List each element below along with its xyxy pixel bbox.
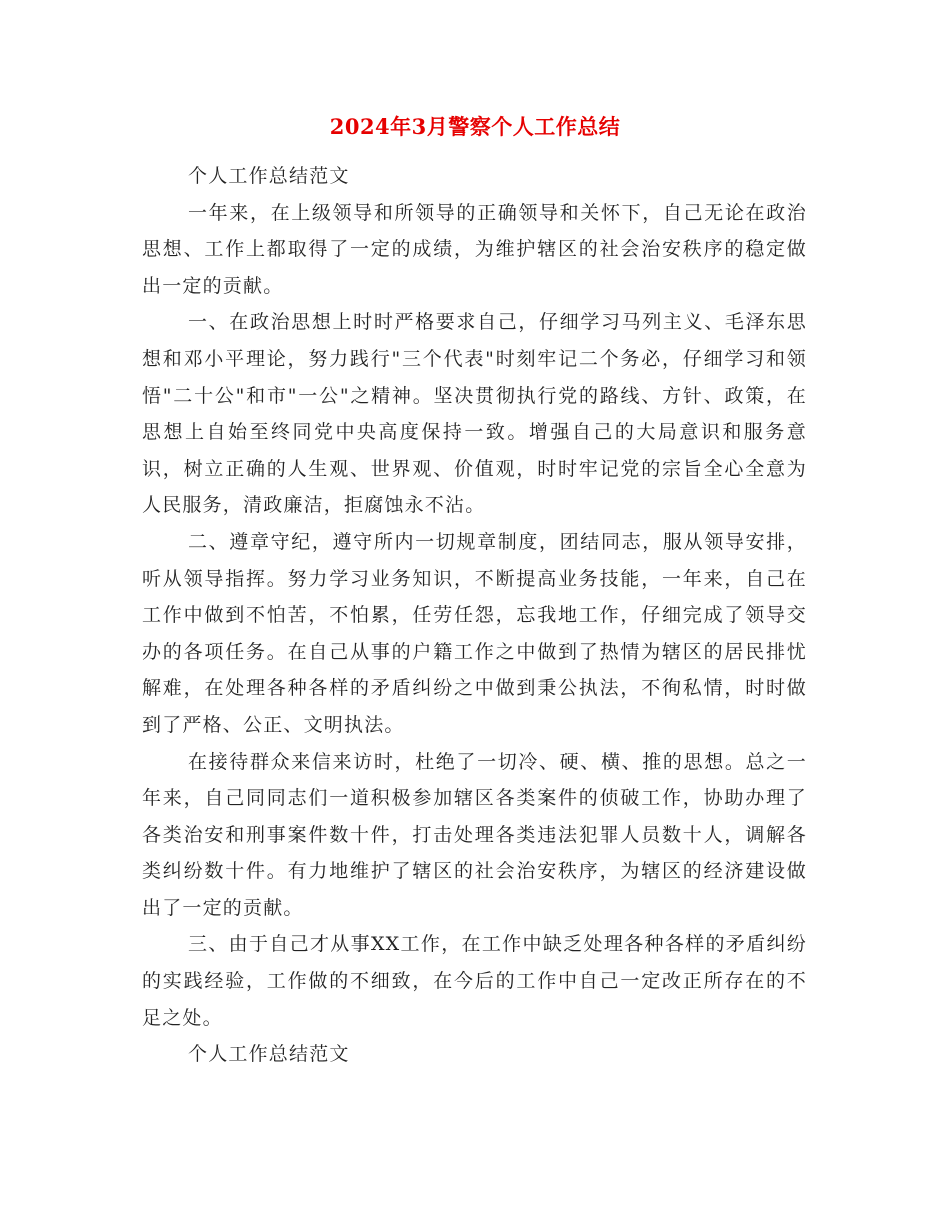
paragraph-section-1: 一、在政治思想上时时严格要求自己，仔细学习马列主义、毛泽东思想和邓小平理论，努力践行"三个代表"时刻牢记二个务必，仔细学习和领悟"二十公"和市"一公"之精神。坚决贯彻执行党的路线、方针、政策，在思想上自始至终同党中央高度保持一致。增强自己的大局意识和服务意识，树立正确的人生观、世界观、价值观，时时牢记党的宗旨全心全意为人民服务，清政廉洁，拒腐蚀永不沾。 [142,311,807,517]
document-title: 2024年3月警察个人工作总结 [329,114,621,139]
paragraph-reception: 在接待群众来信来访时，杜绝了一切冷、硬、横、推的思想。总之一年来，自己同同志们一道积极参加辖区各类案件的侦破工作，协助办理了各类治安和刑事案件数十件，打击处理各类违法犯罪人员数十人，调解各类纠纷数十件。有力地维护了辖区的社会治安秩序，为辖区的经济建设做出了一定的贡献。 [142,750,807,919]
paragraph-heading-1: 个人工作总结范文 [188,165,350,187]
paragraph-heading-2: 个人工作总结范文 [188,1043,350,1066]
paragraph-section-2: 二、遵章守纪，遵守所内一切规章制度，团结同志，服从领导安排，听从领导指挥。努力学习业务知识，不断提高业务技能，一年来，自己在工作中做到不怕苦，不怕累，任劳任怨，忘我地工作，仔细完成了领导交办的各项任务。在自己从事的户籍工作之中做到了热情为辖区的居民排忧解难，在处理各种各样的矛盾纠纷之中做到秉公执法，不徇私情，时时做到了严格、公正、文明执法。 [142,530,807,736]
document-body [142,158,807,1073]
paragraph-section-3: 三、由于自己才从事XX工作，在工作中缺乏处理各种各样的矛盾纠纷的实践经验，工作做的不细致，在今后的工作中自己一定改正所存在的不足之处。 [142,933,807,1029]
paragraph-intro: 一年来，在上级领导和所领导的正确领导和关怀下，自己无论在政治思想、工作上都取得了一定的成绩，为维护辖区的社会治安秩序的稳定做出一定的贡献。 [142,201,807,297]
